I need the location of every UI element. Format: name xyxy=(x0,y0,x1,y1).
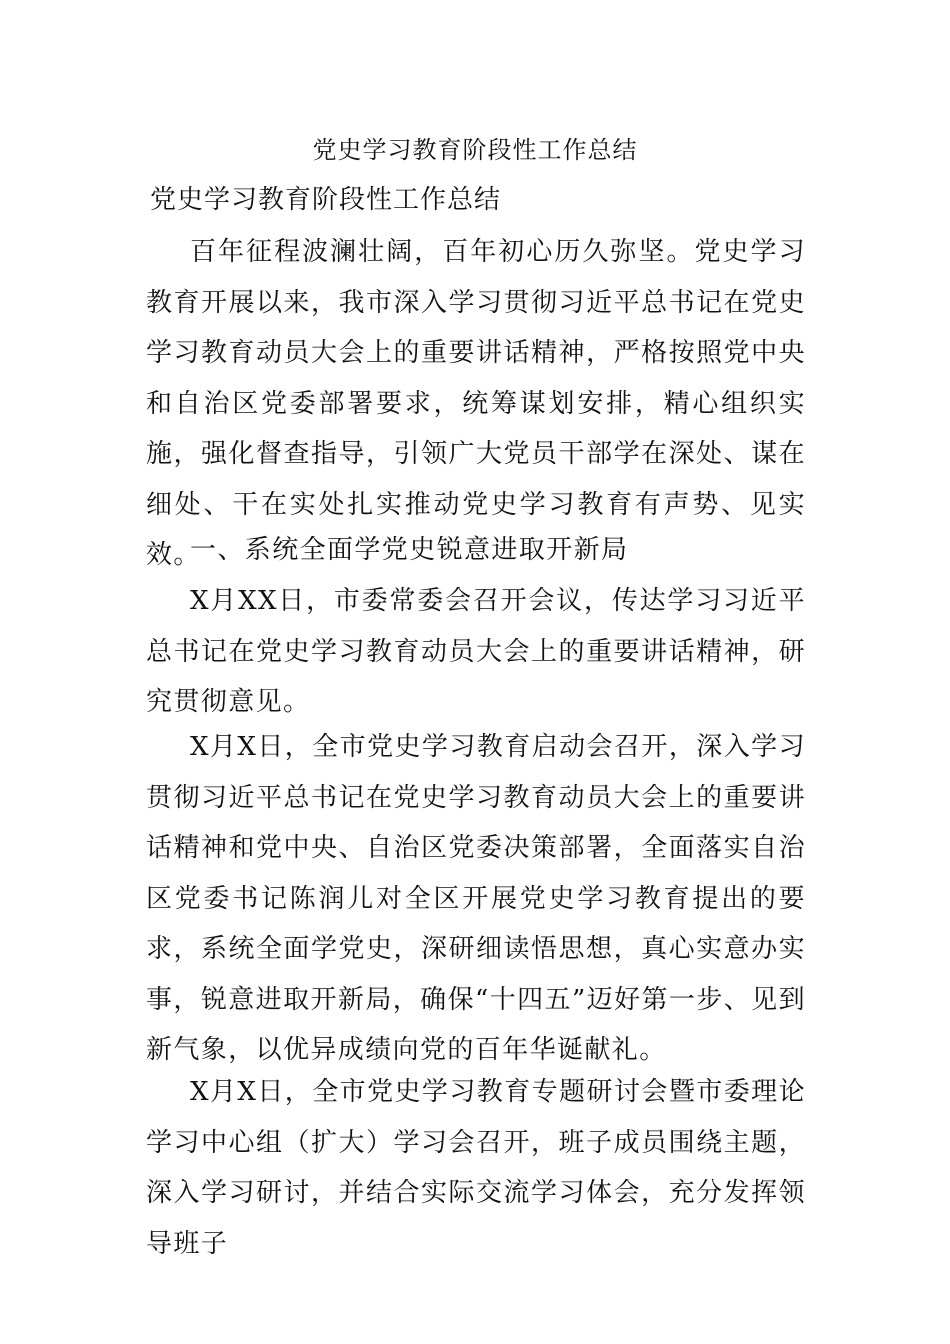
document-title: 党史学习教育阶段性工作总结 xyxy=(312,136,638,164)
event-paragraph-1: X月XX日，市委常委会召开会议，传达学习习近平总书记在党史学习教育动员大会上的重要讲话精神，研究贯彻意见。 xyxy=(146,586,806,717)
event-paragraph-2: X月X日，全市党史学习教育启动会召开，深入学习贯彻习近平总书记在党史学习教育动员大会上的重要讲话精神和党中央、自治区党委决策部署，全面落实自治区党委书记陈润儿对全区开展党史学习教育提出的要求，系统全面学党史，深研细读悟思想，真心实意办实事，锐意进取开新局，确保“十四五”迈好第一步、见到新气象，以优异成绩向党的百年华诞献礼。 xyxy=(146,732,806,1065)
event-paragraph-3: X月X日，全市党史学习教育专题研讨会暨市委理论学习中心组（扩大）学习会召开，班子成员围绕主题，深入学习研讨，并结合实际交流学习体会，充分发挥领导班子 xyxy=(146,1077,806,1259)
section-heading-1: 一、系统全面学党史锐意进取开新局 xyxy=(190,535,629,565)
document-subtitle: 党史学习教育阶段性工作总结 xyxy=(150,185,502,215)
intro-paragraph: 百年征程波澜壮阔，百年初心历久弥坚。党史学习教育开展以来，我市深入学习贯彻习近平总书记在党史学习教育动员大会上的重要讲话精神，严格按照党中央和自治区党委部署要求，统筹谋划安排，精心组织实施，强化督查指导，引领广大党员干部学在深处、谋在细处、干在实处扎实推动党史学习教育有声势、见实效。 xyxy=(146,237,806,570)
